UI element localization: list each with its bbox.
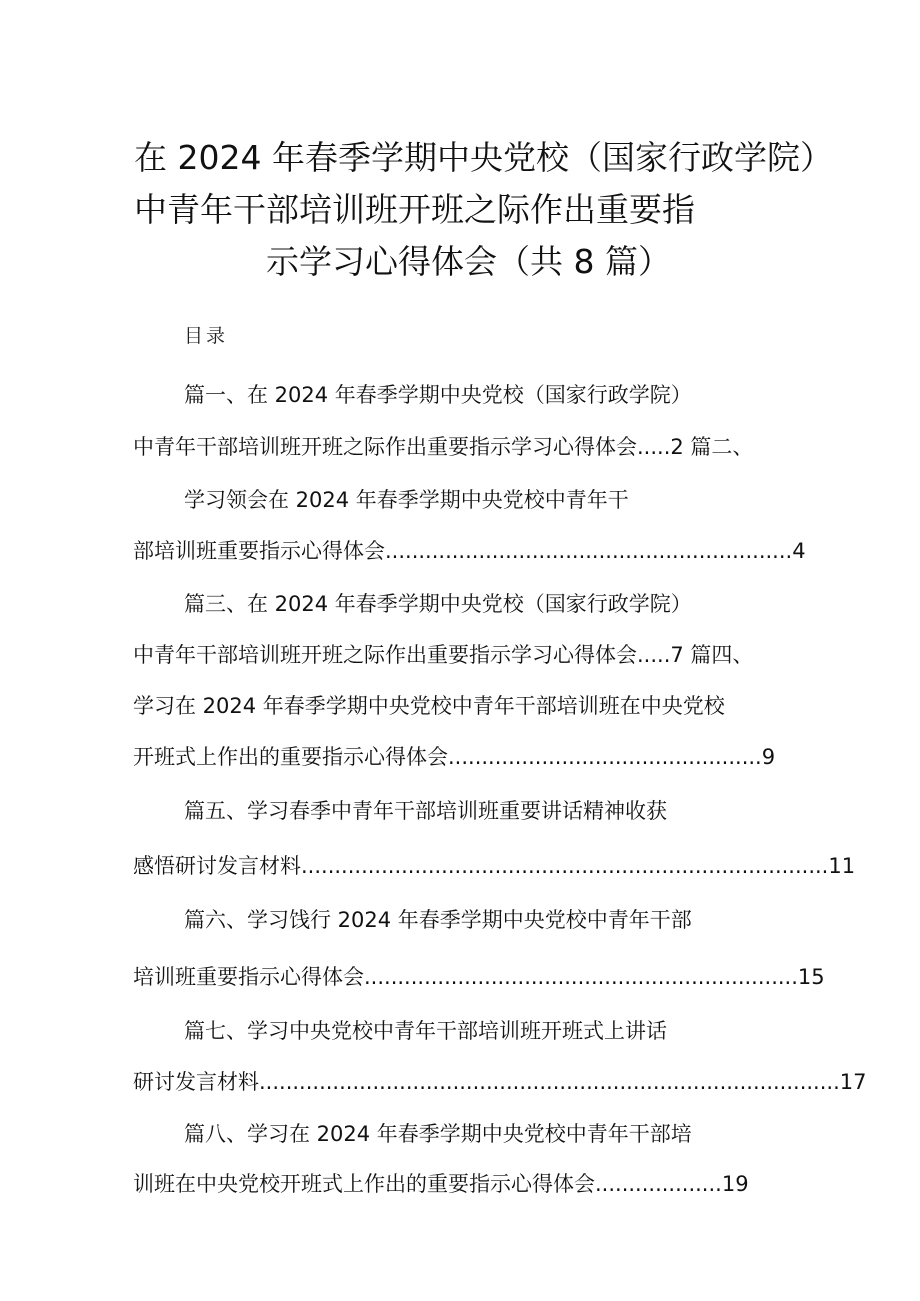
toc-line-16: 训班在中央党校开班式上作出的重要指示心得体会...................19 bbox=[133, 1172, 749, 1196]
title-line-1: 在 2024 年春季学期中央党校（国家行政学院） bbox=[134, 138, 833, 177]
toc-line-15: 篇八、学习在 2024 年春季学期中央党校中青年干部培 bbox=[184, 1122, 692, 1146]
toc-line-11: 篇六、学习饯行 2024 年春季学期中央党校中青年干部 bbox=[184, 908, 692, 932]
toc-line-4: 部培训班重要指示心得体会.............................................................4 bbox=[133, 539, 806, 563]
toc-line-1: 篇一、在 2024 年春季学期中央党校（国家行政学院） bbox=[184, 383, 692, 407]
toc-line-6: 中青年干部培训班开班之际作出重要指示学习心得体会.....7 篇四、 bbox=[133, 643, 754, 667]
toc-line-14: 研讨发言材料.......................................................................................17 bbox=[133, 1070, 867, 1094]
toc-line-2: 中青年干部培训班开班之际作出重要指示学习心得体会.....2 篇二、 bbox=[133, 435, 754, 459]
toc-heading: 目录 bbox=[184, 325, 229, 347]
title-line-3: 示学习心得体会（共 8 篇） bbox=[266, 242, 671, 281]
title-line-2: 中青年干部培训班开班之际作出重要指 bbox=[134, 190, 695, 229]
toc-line-10: 感悟研讨发言材料...............................................................................11 bbox=[133, 854, 856, 878]
toc-line-8: 开班式上作出的重要指示心得体会...............................................9 bbox=[133, 745, 776, 769]
toc-line-3: 学习领会在 2024 年春季学期中央党校中青年干 bbox=[184, 488, 629, 512]
toc-line-13: 篇七、学习中央党校中青年干部培训班开班式上讲话 bbox=[184, 1019, 667, 1043]
toc-line-12: 培训班重要指示心得体会.................................................................15 bbox=[133, 965, 825, 989]
toc-line-7: 学习在 2024 年春季学期中央党校中青年干部培训班在中央党校 bbox=[133, 694, 725, 718]
toc-line-9: 篇五、学习春季中青年干部培训班重要讲话精神收获 bbox=[184, 799, 667, 823]
toc-line-5: 篇三、在 2024 年春季学期中央党校（国家行政学院） bbox=[184, 592, 692, 616]
